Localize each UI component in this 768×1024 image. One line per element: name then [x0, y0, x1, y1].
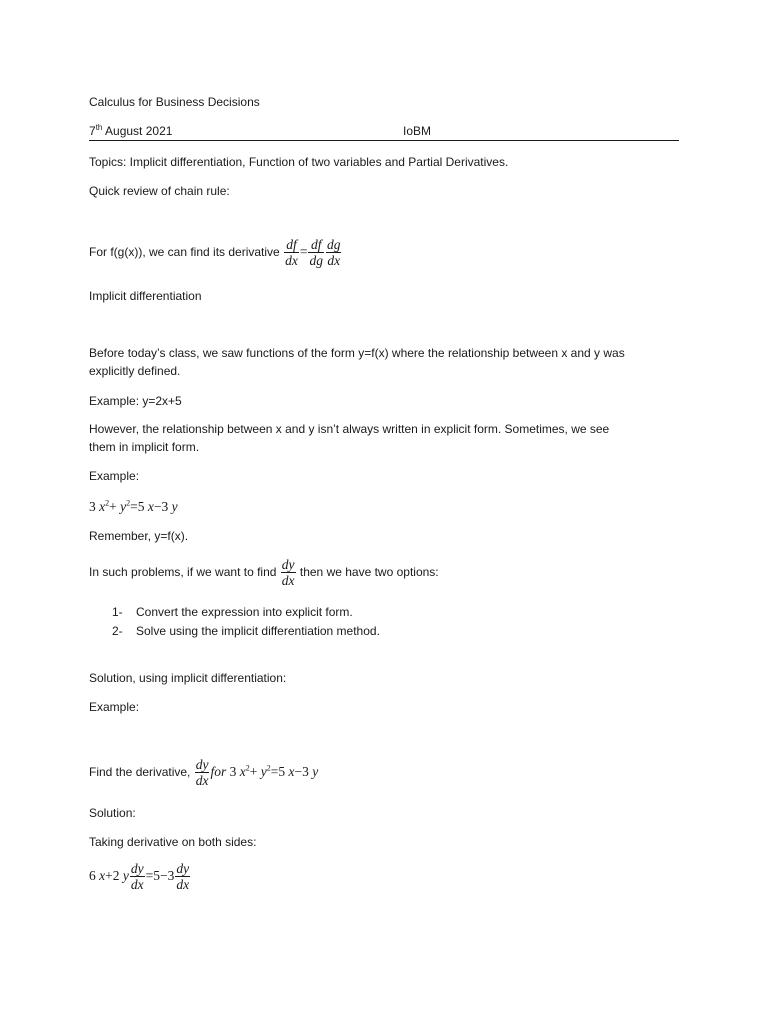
- option-2-num: 2-: [112, 624, 123, 638]
- find-before: In such problems, if we want to find: [89, 565, 277, 580]
- option-2-text: Solve using the implicit differentiation method.: [136, 624, 380, 638]
- frac-dy-dx-4: $\frac{dy}{dx}$: [176, 861, 190, 892]
- header-divider: [89, 140, 679, 141]
- course-title: Calculus for Business Decisions: [89, 95, 260, 109]
- implicit-para2-line2: them in implicit form.: [89, 440, 200, 454]
- date: [89, 124, 172, 138]
- option-1-text: Convert the expression into explicit form.: [136, 605, 353, 619]
- solution-label: Solution:: [89, 806, 136, 820]
- date-suffix: th: [95, 123, 103, 132]
- option-1: [112, 605, 353, 619]
- chain-rule-intro: For f(g(x)), we can find its derivative: [89, 245, 280, 260]
- frac-dg-dx: $\frac{dg}{dx}$: [326, 237, 341, 268]
- date-day: 7: [89, 124, 96, 138]
- implicit-para1-line2: explicitly defined.: [89, 364, 181, 378]
- find-derivative-formula: $\frac{dy}{dx}$ for 3 $x^2+ y^2=5$ x−3 y: [195, 757, 319, 788]
- frac-dy-dx: $\frac{dy}{dx}$: [281, 557, 295, 588]
- chain-rule-heading: Quick review of chain rule:: [89, 184, 230, 198]
- example-label-1: Example:: [89, 469, 140, 483]
- taking-derivative-line: Taking derivative on both sides:: [89, 835, 257, 849]
- find-derivative-text: Find the derivative,: [89, 765, 191, 780]
- date-rest: August 2021: [102, 124, 173, 138]
- frac-dy-dx-2: $\frac{dy}{dx}$: [195, 757, 209, 788]
- frac-dy-dx-3: $\frac{dy}{dx}$: [130, 861, 144, 892]
- option-1-num: 1-: [112, 605, 123, 619]
- solution-heading: Solution, using implicit differentiation:: [89, 671, 287, 685]
- implicit-para2-line1: However, the relationship between x and y isn’t always written in explicit form. Sometimes, we see: [89, 422, 610, 436]
- find-after: then we have two options:: [299, 565, 439, 580]
- option-2: [112, 624, 380, 638]
- find-dydx-line: [89, 558, 439, 588]
- topics-line: Topics: Implicit differentiation, Function of two variables and Partial Derivatives.: [89, 155, 509, 169]
- chain-rule-formula: $\frac{df}{dx}$ = $\frac{df}{dg}$ $\frac{dg}{dx}$: [285, 237, 341, 268]
- implicit-heading: Implicit differentiation: [89, 289, 202, 303]
- implicit-equation: 3 $x^2+ y^2=5$ x−3 y: [89, 498, 178, 514]
- example-label-2: Example:: [89, 700, 140, 714]
- frac-df-dg: $\frac{df}{dg}$: [309, 237, 323, 268]
- implicit-para1-line1: Before today’s class, we saw functions of the form y=f(x) where the relationship between x and y was: [89, 346, 625, 360]
- remember-line: Remember, y=f(x).: [89, 529, 189, 543]
- example-explicit: Example: y=2x+5: [89, 394, 182, 408]
- find-derivative-line: [89, 758, 318, 788]
- derivative-equation: 6 x+2 y $\frac{dy}{dx}$ =5−3 $\frac{dy}{dx}$: [89, 861, 190, 892]
- chain-rule-line: [89, 238, 342, 268]
- frac-df-dx: $\frac{df}{dx}$: [285, 237, 298, 268]
- institution: IoBM: [403, 124, 432, 138]
